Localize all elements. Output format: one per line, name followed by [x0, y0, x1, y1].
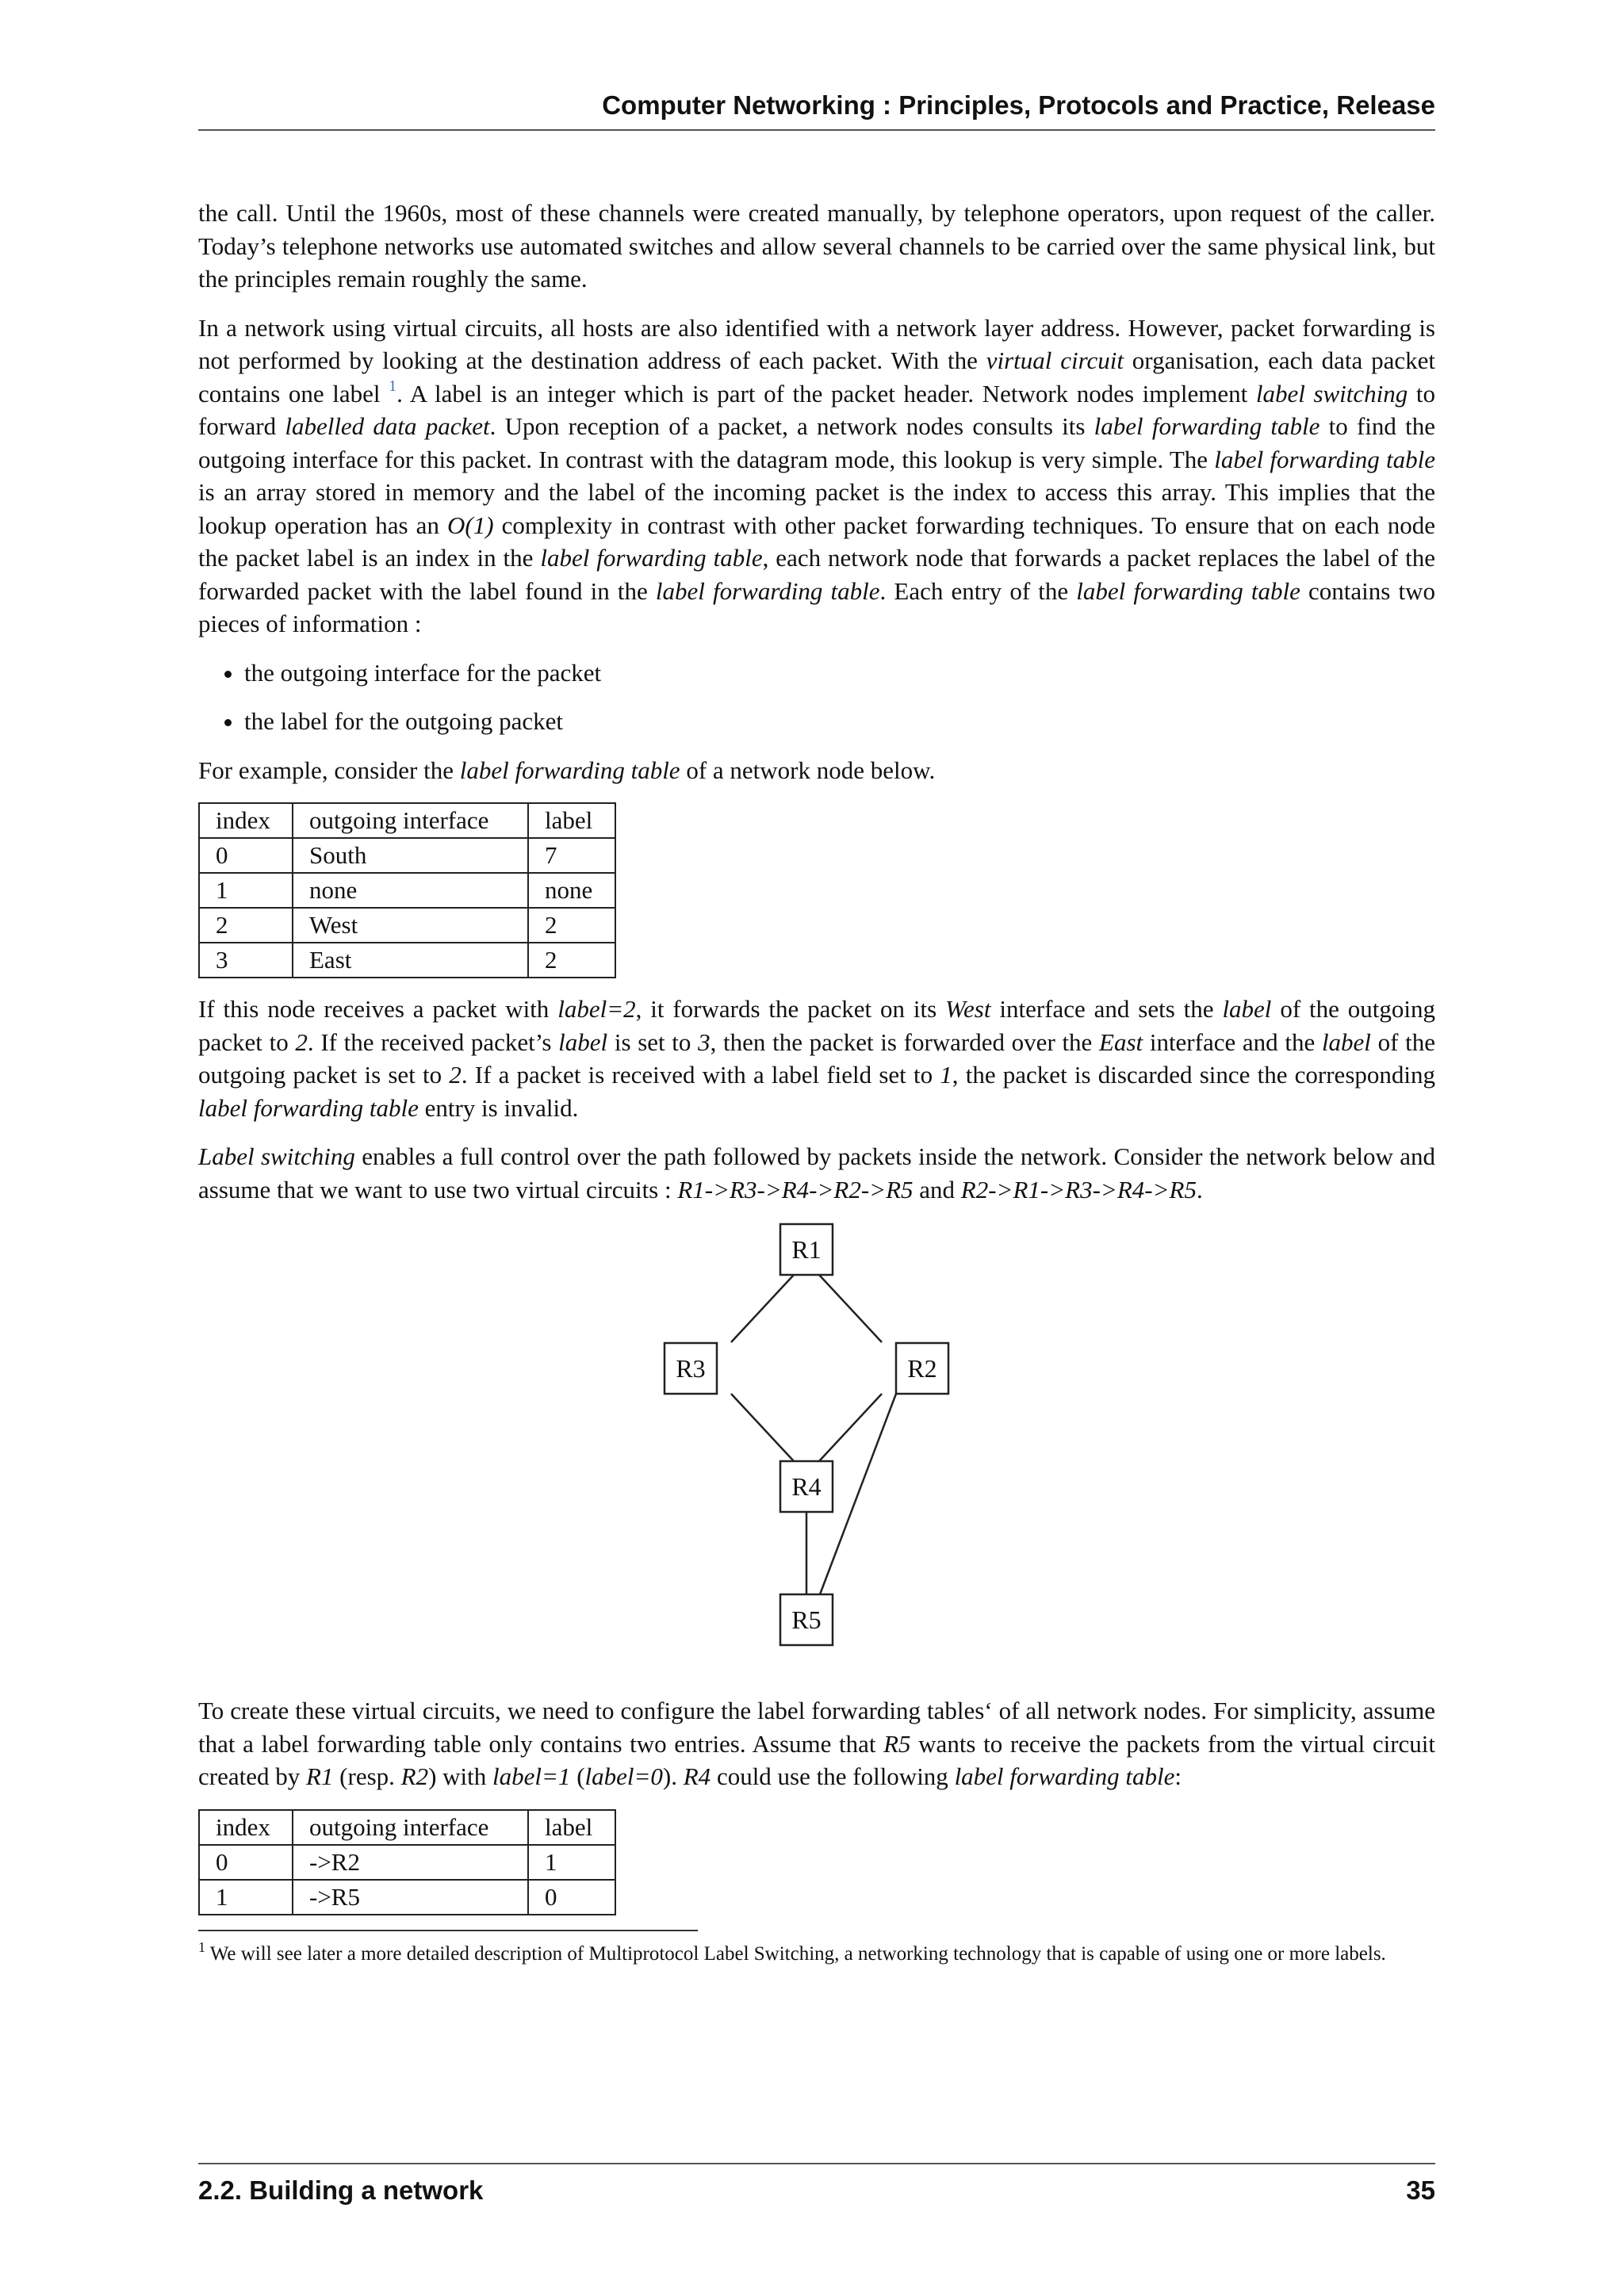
paragraph-call: the call. Until the 1960s, most of these channels were created manually, by telephone operators, upon request of the caller. Today’s telephone networks use automated switches and allow several channels to be carried over the same physical link, but the principles remain roughly the same.	[198, 199, 1435, 293]
router-node-r5	[780, 1594, 833, 1645]
paragraph-example-intro: For example, consider the label forwarding table of a network node below.	[198, 756, 936, 784]
column-header-index: index	[199, 1810, 293, 1845]
footer-section-title: 2.2. Building a network	[198, 2175, 484, 2205]
router-label-r2: R2	[907, 1354, 937, 1383]
router-node-r3	[665, 1343, 717, 1394]
table-cell: 1	[199, 1880, 293, 1915]
label-forwarding-table-example	[198, 802, 616, 978]
page-content	[198, 197, 1435, 1967]
page-footer	[198, 2175, 1435, 2206]
table-cell: 2	[528, 908, 615, 943]
paragraph-create-virtual-circuits: To create these virtual circuits, we need to configure the label forwarding tables‘ of all network nodes. For simplicity, assume that a label forwarding table only contains two entries. Assume that R5 wants to receive the packets from the virtual circuit created by R1 (resp. R2) with label=1 (label=0). R4 could use the following label forwarding table:	[198, 1697, 1436, 1790]
router-node-r1	[780, 1224, 833, 1275]
table-cell: 2	[528, 943, 615, 978]
table-cell: 0	[528, 1880, 615, 1915]
table-cell: 0	[199, 838, 293, 873]
router-label-r4: R4	[791, 1472, 822, 1501]
table-cell: 0	[199, 1845, 293, 1880]
link-r1-r3	[731, 1275, 794, 1342]
table-cell: 7	[528, 838, 615, 873]
table-cell: West	[293, 908, 528, 943]
column-header-label: label	[528, 1810, 615, 1845]
table-cell: 1	[199, 873, 293, 908]
table-row	[199, 1845, 615, 1880]
table-row	[199, 908, 615, 943]
page-number: 35	[1406, 2175, 1435, 2205]
table-row	[199, 873, 615, 908]
paragraph-virtual-circuits: In a network using virtual circuits, all hosts are also identified with a network layer address. However, packet forwarding is not performed by looking at the destination address of each packet. With the virtual circuit organisation, each data packet contains one label $^1$. A label is an integer which is part of the packet header. Network nodes implement label switching to forward labelled data packet. Upon reception of a packet, a network nodes consults its label forwarding table to find the outgoing interface for this packet. In contrast with the datagram mode, this lookup is very simple. The label forwarding table is an array stored in memory and the label of the incoming packet is the index to access this array. This implies that the lookup operation has an O(1) complexity in contrast with other packet forwarding techniques. To ensure that on each node the packet label is an index in the label forwarding table, each network node that forwards a packet replaces the label of the forwarded packet with the label found in the label forwarding table. Each entry of the label forwarding table contains two pieces of information :	[198, 313, 1436, 637]
table-row	[199, 1880, 615, 1915]
column-header-label: label	[528, 803, 615, 838]
footnote-rule	[198, 1930, 698, 1931]
footer-rule	[198, 2163, 1435, 2164]
list-item: • the label for the outgoing packet	[244, 705, 1435, 738]
table-cell: 2	[199, 908, 293, 943]
link-r2-r4	[819, 1394, 882, 1461]
footnote	[198, 1938, 1435, 1967]
table-row	[199, 943, 615, 978]
table-header-row	[199, 1810, 615, 1845]
router-node-r2	[896, 1343, 948, 1394]
table-cell: East	[293, 943, 528, 978]
column-header-outgoing-interface: outgoing interface	[293, 803, 528, 838]
list-item: • the outgoing interface for the packet	[244, 656, 1435, 690]
table-cell: 1	[528, 1845, 615, 1880]
label-forwarding-table-r4	[198, 1809, 616, 1915]
link-r1-r2	[819, 1275, 882, 1342]
link-r3-r4	[731, 1394, 794, 1461]
header-rule	[198, 129, 1435, 131]
column-header-outgoing-interface: outgoing interface	[293, 1810, 528, 1845]
table-cell: 3	[199, 943, 293, 978]
router-label-r1: R1	[791, 1235, 822, 1264]
table-cell: none	[528, 873, 615, 908]
running-header-title: Computer Networking : Principles, Protocols and Practice, Release	[602, 90, 1435, 120]
router-label-r3: R3	[676, 1354, 706, 1383]
column-header-index: index	[199, 803, 293, 838]
entry-contents-list	[198, 656, 1435, 738]
table-cell: South	[293, 838, 528, 873]
table-row	[199, 838, 615, 873]
router-node-r4	[780, 1461, 833, 1512]
footnote-mark: 1	[198, 1938, 205, 1955]
table-cell: ->R5	[293, 1880, 528, 1915]
footnote-reference-link[interactable]: 1	[389, 377, 397, 395]
table-header-row	[199, 803, 615, 838]
table-cell: ->R2	[293, 1845, 528, 1880]
paragraph-forwarding-example: If this node receives a packet with label=2, it forwards the packet on its West interface and sets the label of the outgoing packet to 2. If the received packet’s label is set to 3, then the packet is forwarded over the East interface and the label of the outgoing packet is set to 2. If a packet is received with a label field set to 1, the packet is discarded since the corresponding label forwarding table entry is invalid.	[198, 995, 1436, 1122]
router-label-r5: R5	[791, 1605, 822, 1634]
network-topology-diagram	[198, 1222, 1435, 1683]
footnote-text: We will see later a more detailed description of Multiprotocol Label Switching, a networking technology that is capable of using one or more labels.	[209, 1942, 1386, 1965]
paragraph-label-switching: Label switching enables a full control over the path followed by packets inside the network. Consider the network below and assume that we want to use two virtual circuits : R1->R3->R4->R2->R5 and R2->R1->R3->R4->R5.	[198, 1142, 1435, 1203]
table-cell: none	[293, 873, 528, 908]
